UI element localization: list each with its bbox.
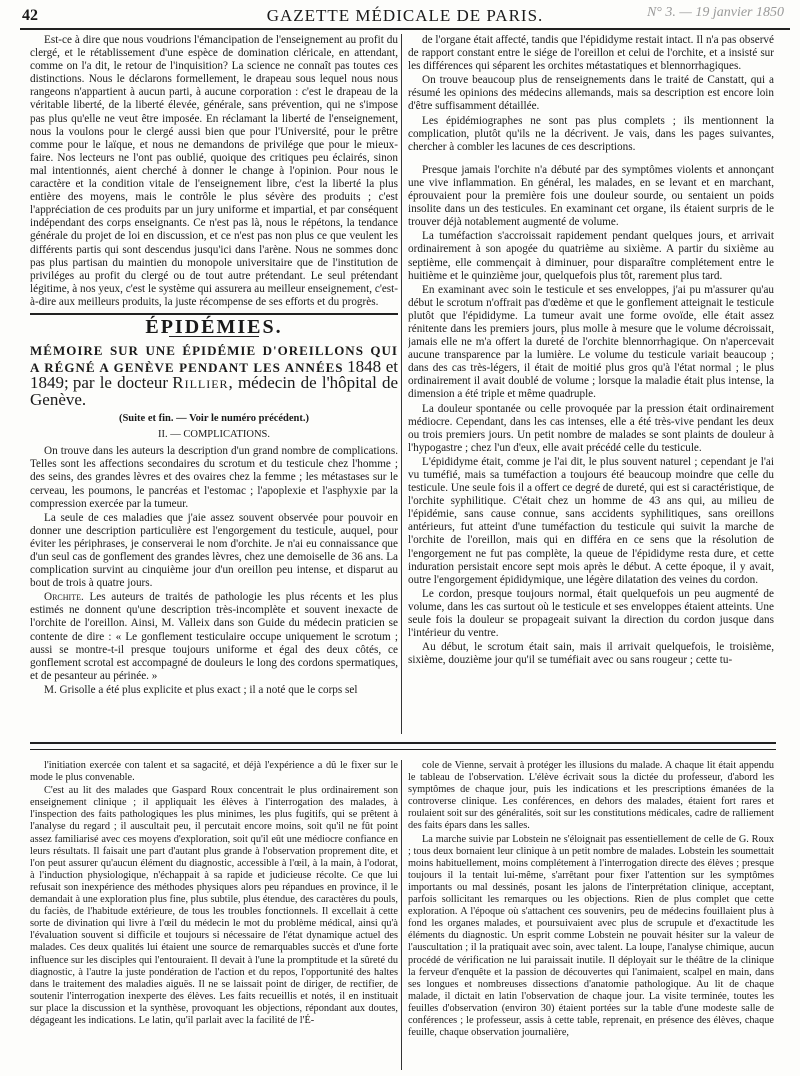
paragraph: En examinant avec soin le testicule et ses enveloppes, j'ai pu m'assurer qu'au début le scrotum n'offrait pas d'œdème et que le gonflement atteignait le testicule plutôt que l'épididyme. La tumeur avait une forme ovoïde, elle était assez rénitente dans les premiers jours, plus molle à mesure que le volume décroissait, jamais elle ne m'a offert la dureté de l'orchite blennorrhagique. On n'apercevait aucune transparence par la lumière. Le volume du testicule variait beaucoup ; dans des cas très-légers, il était de moitié plus gros qu'à l'état normal ; le plus ordinairement il avait doublé de volume ; lorsque la maladie était plus intense, la dimension a été triple et même quadruple. <box>408 283 774 401</box>
paragraph: On trouve beaucoup plus de renseignements dans le traité de Canstatt, qui a résumé les opinions des médecins allemands, mais sa description est encore loin d'être suffisamment détaillée. <box>408 74 774 113</box>
article-author: Rillier, <box>172 373 234 393</box>
paragraph: La douleur spontanée ou celle provoquée par la pression était ordinairement médiocre. Cependant, dans les cas intenses, elle a été très-vive pendant les deux ou trois premiers jours. Un petit nombre de malades se sont plaints de douleur à l'hypogastre ; chez l'un d'eux, elle avait précédé celle du testicule. <box>408 402 774 454</box>
date-stamp: N° 3. — 19 janvier 1850 <box>646 5 784 20</box>
paragraph: La seule de ces maladies que j'aie assez souvent observée pour pouvoir en donner une description particulière est l'engorgement du testicule, auquel, pour éviter les périphrases, je conserverai le nom d'orchite. Je n'ai eu connaissance que d'un seul cas de gonflement des grandes lèvres, chez une demoiselle de 36 ans. La complication survint au cinquième jour d'un oreillon peu intense, et disparut au bout de trois à quatre jours. <box>30 511 398 590</box>
column-rule <box>401 760 402 1070</box>
column-right-top <box>408 34 774 736</box>
paragraph: cole de Vienne, servait à protéger les illusions du malade. A chaque lit était appendu le tableau de l'observation. L'élève écrivait sous la dictée du professeur, d'abord les symptômes de chaque jour, puis les indications et les prescriptions émanées de la controverse clinique. Les conférences, en dehors des malades, étaient fort rares et roulaient soit sur des généralités, soit sur les constitutions médicales, cadre de ralliement des faits épars dans les salles. <box>408 760 774 832</box>
paragraph-body: Les auteurs de traités de pathologie les plus récents et les plus estimés ne donnent qu'une description très-incomplète et souvent inexacte de l'orchite de l'oreillon. Ainsi, M. Valleix dans son Guide du médecin praticien se contente de dire : « Le gonflement testiculaire occupe uniquement le scrotum ; aussi se montre-t-il presque toujours uniforme et égal des deux côtés, ce gonflement scrotal est accompagné de douleurs le long des cordons spermatiques, et de pesanteur au périnée. » <box>30 591 398 682</box>
column-left-bottom <box>30 760 398 1070</box>
paragraph: On trouve dans les auteurs la description d'un grand nombre de complications. Telles sont les affections secondaires du scrotum et du testicule chez l'homme ; des seins, des grandes lèvres et des ovaires chez la femme ; les métastases sur le cerveau, les poumons, le pancréas et l'estomac ; l'apoplexie et l'asphyxie par la compression exercée par la tumeur. <box>30 445 398 510</box>
paragraph <box>30 591 398 683</box>
page-number: 42 <box>22 7 38 24</box>
article-title-years: 1848 et 1849; <box>30 356 398 393</box>
column-right-bottom <box>408 760 774 1070</box>
paragraph: Est-ce à dire que nous voudrions l'émancipation de l'enseignement au profit du clergé, et le rétablissement d'une espèce de domination cléricale, en attendant, comme on l'a dit, le retour de l'inquisition? La science ne connaît pas toutes ces distinctions. Nous le déclarons formellement, le drapeau sous lequel nous nous rangeons n'appartient à aucun parti, à aucune corporation : c'est le drapeau de la véritable liberté, de la liberté élevée, générale, sans prévention, qui ne s'impose pas plus qu'elle ne veut être imposée. En réclamant la liberté de l'enseignement, nous la voulons pour le clergé aussi bien que pour l'Université, pour le prêtre comme pour le laïque, et nous ne demandons de privilége que pour le mieux-faire. Nos lecteurs ne l'ont pas oublié, quoique des critiques peu éclairés, sinon mal intentionnés, aient cherché à donner le change à l'opinion. Pour nous le caractère et la condition vitale de l'enseignement libre, c'est la liberté la plus entière des moyens, mais le contrôle le plus sévère des produits ; c'est l'appréciation de ces produits par un jury uniforme et impartial, et par conséquent indépendant des corps enseignants. Ce n'est pas là, nous le répétons, la tendance générale du projet de loi en discussion, et ce n'est pas non plus ce que veulent les différents partis qui sont descendus jusqu'ici dans l'arène. Nous ne sommes donc pas plus partisan du maintien du monopole universitaire que de l'institution de priviléges au profit du clergé ou de tout autre prétendant. Le seul prétendant légitime, à nos yeux, c'est le système qui assurera au meilleur enseignement, c'est-à-dire aux meilleurs produits, la juste récompense de ses efforts et du progrès. <box>30 34 398 308</box>
column-left-top <box>30 34 398 736</box>
paragraph: de l'organe était affecté, tandis que l'épididyme restait intact. Il n'a pas observé de rapport constant entre le siége de l'oreillon et celui de l'orchite, et a insisté sur les différences qui séparent les orchites métastatiques et blennorrhagiques. <box>408 34 774 73</box>
article-author-role: médecin de l'hôpital de Genève. <box>30 373 398 409</box>
paragraph: l'initiation exercée con talent et sa sagacité, et déjà l'expérience a dû le fixer sur le mode le plus convenable. <box>30 760 398 784</box>
continuation-note: (Suite et fin. — Voir le numéro précédent.) <box>118 413 310 425</box>
page-header <box>20 4 790 30</box>
article-title-by: par le docteur <box>72 373 169 393</box>
feuilleton-separator <box>30 742 776 750</box>
paragraph: La marche suivie par Lobstein ne s'éloignait pas essentiellement de celle de G. Roux ; tous deux bornaient leur clinique à un petit nombre de malades. Lobstein les soumettait moins habituellement, moins complétement à l'interrogation directe des élèves ; presque toujours il la tentait lui-même, s'arrêtant pour fixer l'attention sur les symptômes importants ou mal dessinés, posant les jalons de l'interprétation clinique, acceptant, parfois sollicitant les remarques ou les objections. Rien de plus complet que cette exploration. A l'époque où s'attachent ces souvenirs, peu de médecins fouillaient plus à fond les organes malades, et poursuivaient avec plus de scrupule et d'exactitude les éléments du diagnostic. Un esprit comme Lobstein ne pouvait hésiter sur la valeur de l'auscultation ; il la pratiquait avec soin, avec talent. La loupe, l'analyse chimique, aucun procédé de vérification ne lui paraissait inutile. Il déployait sur le théâtre de la clinique la ferveur d'enquête et la passion de découvertes qui l'animaient, scalpel en main, dans ses longues et nombreuses dissections d'anatomie pathologique. Au lit de chaque malade, il dictait en latin l'observation de chaque jour. La visite terminée, toutes les feuilles d'observation (environ 30) étaient portées sur la table d'une modeste salle de conférences ; le professeur, assis à cette table, reprenait, en présence des élèves, chaque feuille, chaque observation journalière, <box>408 833 774 1039</box>
paragraph: Presque jamais l'orchite n'a débuté par des symptômes violents et annonçant une vive inflammation. En général, les malades, en se levant et en marchant, éprouvaient pour la première fois une douleur sourde, ou sentaient un poids insolite dans un des testicules. En examinant cet organe, ils étaient surpris de le trouver déjà notablement augmenté de volume. <box>408 163 774 229</box>
paragraph: Au début, le scrotum était sain, mais il arrivait quelquefois, le troisième, sixième, douzième jour qu'il se tuméfiait avec ou sans rougeur ; cette tu- <box>408 641 774 667</box>
paragraph: L'épididyme était, comme je l'ai dit, le plus souvent naturel ; cependant je l'ai vu tuméfié, mais sa tuméfaction a toujours été beaucoup moindre que celle du testicule. Une seule fois il a offert ce degré de dureté, qui est si caractéristique, de l'orchite syphilitique. C'était chez un homme de 43 ans qui, au milieu de l'épidémie, sans cause connue, sans accidents syphilitiques, sans oreillons antérieurs, fut atteint d'une tuméfaction du testicule qui suivit la marche de l'orchite de l'oreillon, mais qui en différa en ce sens que la résolution de l'engorgement ne fut pas complète, la queue de l'épididyme resta dure, et cette induration persistait encore sept mois après le début. A cette époque, il y avait, outre l'engorgement épididymique, une légère dilatation des veines du cordon. <box>408 455 774 586</box>
paragraph-lead: Orchite. <box>44 591 84 604</box>
section-title: ÉPIDÉMIES. <box>145 315 283 338</box>
journal-title: GAZETTE MÉDICALE DE PARIS. <box>266 6 544 25</box>
subsection-heading: II. — COMPLICATIONS. <box>157 429 270 441</box>
paragraph: M. Grisolle a été plus explicite et plus exact ; il a noté que le corps sel <box>44 683 358 696</box>
section-divider <box>30 313 398 315</box>
article-title <box>30 343 398 408</box>
paragraph: C'est au lit des malades que Gaspard Roux concentrait le plus ordinairement son enseignement clinique ; il appliquait les élèves à l'interrogation des malades, à l'inspection des faits pathologiques les plus minimes, les plus fugitifs, qui se prêtent à l'analyse du regard ; il auscultait peu, il percutait encore moins, soit qu'il ne fût point assez familiarisé avec ces moyens d'exploration, soit qu'il eût une médiocre confiance en leurs résultats. Il faisait une part d'autant plus grande à l'observation proprement dite, et l'on peut assurer qu'aucun élément du diagnostic, accessible à l'œil, à la main, à l'odorat, à l'induction physiologique, n'échappait à sa rapide et judicieuse récolte. Ce que lui refusait son inexpérience des méthodes physiques alors peu répandues en province, il le demandait à une exploration plus fine, plus subtile, plus étendue, des caractères du pouls, du faciès, de l'habitude extérieure, de tous les troubles fonctionnels. Il excellait à cette sorte de divination qui livre à l'œil du médecin le mot du problème médical, ainsi qu'à l'évaluation souvent si difficile et toujours si nécessaire de l'état dynamique actuel des malades. Ces deux qualités lui étaient une source de remarquables succès et d'une forte influence sur les disciples qui l'entouraient. Il devait à l'une la promptitude et la sûreté du diagnostic, à l'autre la juste pondération de l'action et du repos, l'opportunité des haltes dans le traitement des maladies aiguës. Il ne se laissait point de diriger, de rectifier, de soutenir l'interrogation inexperte des élèves. Les faits recueillis et notés, il en instituait sur place la discussion et la synthèse, provoquant les objections, répondant aux doutes, dégageant les indications. Le latin, qu'il parlait avec la facilité de l'É- <box>30 785 398 1026</box>
column-rule <box>401 34 402 734</box>
paragraph: Les épidémiographes ne sont pas plus complets ; ils mentionnent la complication, plutôt qu'ils ne la décrivent. Je vais, dans les pages suivantes, chercher à combler les lacunes de ces descriptions. <box>408 114 774 153</box>
paragraph: Le cordon, presque toujours normal, était quelquefois un peu augmenté de volume, dans les cas surtout où le testicule et ses enveloppes étaient atteints. Une seule fois la douleur se propageait suivant la direction du cordon jusque dans l'intérieur du ventre. <box>408 587 774 640</box>
article-title-part: MÉMOIRE SUR UNE ÉPIDÉMIE D'OREILLONS QUI A RÉGNÉ A GENÈVE PENDANT LES ANNÉES <box>30 343 398 375</box>
paragraph: La tuméfaction s'accroissait rapidement pendant quelques jours, et arrivait ordinairement à son apogée du quatrième au sixième. A partir du sixième au septième, elle commençait à diminuer, pour disparaître complétement entre le huitième et le quinzième jour, quelquefois plus tôt, rarement plus tard. <box>408 230 774 282</box>
